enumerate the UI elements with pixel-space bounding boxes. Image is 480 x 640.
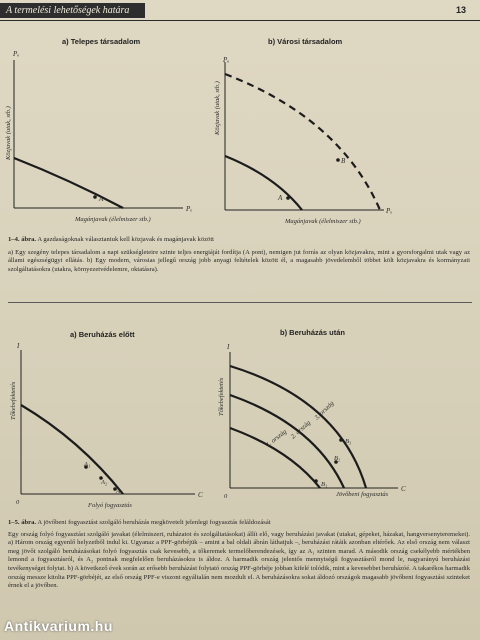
fig2a-point-a3-label: A₃ bbox=[116, 488, 123, 495]
fig1a-y-label: Közjavak (utak, stb.) bbox=[5, 106, 12, 160]
fig2-caption-title: A jövőbeni fogyasztást szolgáló beruházás megkövetelt jelenlegi fogyasztás feláldozását bbox=[36, 519, 271, 526]
fig1b-point-b-label: B bbox=[341, 157, 346, 165]
fig2-caption bbox=[8, 519, 470, 591]
fig1-panel-a-title: a) Telepes társadalom bbox=[62, 37, 141, 46]
fig2b-y-label: Tőkebefektetés bbox=[218, 377, 225, 416]
fig1-caption-body: a) Egy szegény telepes társadalom a napi szükségleteire szinte teljes energiáját fordítja (A pont), nemigen jut forrás az olyan közjavakra, mint a gyorsforgalmi utak vagy az állami egészségügyi ellátás. b) Egy modern, városias jellegű ország jobb anyagi feltételek között él, a magasabb jövedelemből többet költ közjavakra és kormányzati szolgáltatásokra (utakra, környezetvédelemre, oktatásra). bbox=[8, 248, 470, 273]
fig2a-x-end-label: C bbox=[198, 491, 203, 499]
fig2b-point-b1 bbox=[314, 479, 318, 483]
fig1-caption-lead: 1–4. ábra. bbox=[8, 236, 37, 243]
fig2b-curve-1-label: 1. ország bbox=[264, 428, 289, 449]
fig2a-y-label: Tőkebefektetés bbox=[10, 381, 17, 420]
fig1b-x-end-label: Pₓ bbox=[386, 207, 393, 215]
fig1b-y-label: Közjavak (utak, stb.) bbox=[214, 81, 221, 135]
fig2b-x-end-label: C bbox=[401, 485, 406, 493]
fig1a-x-end-label: Pₓ bbox=[186, 205, 193, 213]
fig2a-point-a1-label: A₁ bbox=[84, 461, 91, 468]
chapter-title: A termelési lehetőségek határa bbox=[0, 3, 145, 18]
fig2a-y-end-label: I bbox=[17, 342, 20, 350]
fig2b-point-b2-label: B₂ bbox=[334, 455, 341, 462]
fig1-panel-b-title: b) Városi társadalom bbox=[268, 37, 343, 46]
fig2-panel-a-title: a) Beruházás előtt bbox=[70, 330, 135, 339]
fig2-panel-b-title: b) Beruházás után bbox=[280, 328, 346, 337]
fig2b-origin-label: 0 bbox=[224, 493, 228, 500]
fig1-caption-title: A gazdaságoknak választaniuk kell közjavak és magánjavak között bbox=[36, 236, 215, 243]
fig1b-point-a-label: A bbox=[278, 194, 283, 202]
fig1a-point-a-label: A bbox=[99, 195, 104, 203]
fig1a-y-end-label: Pₒ bbox=[13, 50, 20, 58]
fig2b-curve-3-label: 3. ország bbox=[313, 399, 336, 422]
fig2a-origin-label: 0 bbox=[16, 499, 20, 506]
fig2b-point-b3 bbox=[339, 438, 343, 442]
fig2b-x-label: Jövőbeni fogyasztás bbox=[336, 491, 389, 498]
fig2-caption-body: Egy ország folyó fogyasztást szolgáló javakat (élelmiszert, ruházatot és szolgáltatásokat) állít elő, vagy beruházási javakat (utakat, gépeket, házakat, hangversenyteremeket). a) Három ország egyenlő helyzetből indul ki. Ugyanaz a PPF-görbéjük – amint a bal oldali ábrán láthatjuk –, beruházási rátáik azonban eltérőek. Az első ország nem választ meg jövőt szolgáló beruházásokat folyó fogyasztás csak kevesebb, a tőkeremek termelőberendezések, így az A₁ szinten marad. A második ország csekélyebb mértékben lemond a fogyasztásról, és A₂ pontnak megfelelően beruházásokra is áldoz. A harmadik ország jelentős mennyiségű fogyasztásról mond le, nagyarányú beruházási tevékenységet folytat. b) A következő évek során az erősebb beruházást folytató ország PPF-görbéje jobban kifelé tolódik, mint a kevesebbet beruházóé. A takarékos harmadik ország messze kitolta PPF-görbéjét, az első ország PPF-e viszont egyáltalán nem mozdult el. A beruházásokra sokat áldozó országok magasabb jövőbeni fogyasztási szinteket érnek el a jövőben. bbox=[8, 530, 470, 590]
fig2a-x-label: Folyó fogyasztás bbox=[88, 502, 132, 509]
page-number: 13 bbox=[455, 5, 466, 15]
fig2b-point-b3-label: B₃ bbox=[345, 438, 352, 445]
fig2a-point-a2-label: A₂ bbox=[101, 479, 108, 486]
fig1a-x-label: Magánjavak (élelmiszer stb.) bbox=[75, 216, 151, 223]
fig1b-y-end-label: Pₒ bbox=[223, 56, 230, 64]
fig1b-x-label: Magánjavak (élelmiszer stb.) bbox=[285, 218, 361, 225]
watermark-logo: Antikvarium.hu bbox=[4, 618, 113, 634]
fig2-caption-lead: 1–5. ábra. bbox=[8, 519, 37, 526]
fig2b-curve-2-label: 2. ország bbox=[289, 419, 313, 441]
fig2b-point-b1-label: B₁ bbox=[321, 481, 328, 488]
fig2b-y-end-label: I bbox=[227, 343, 230, 351]
